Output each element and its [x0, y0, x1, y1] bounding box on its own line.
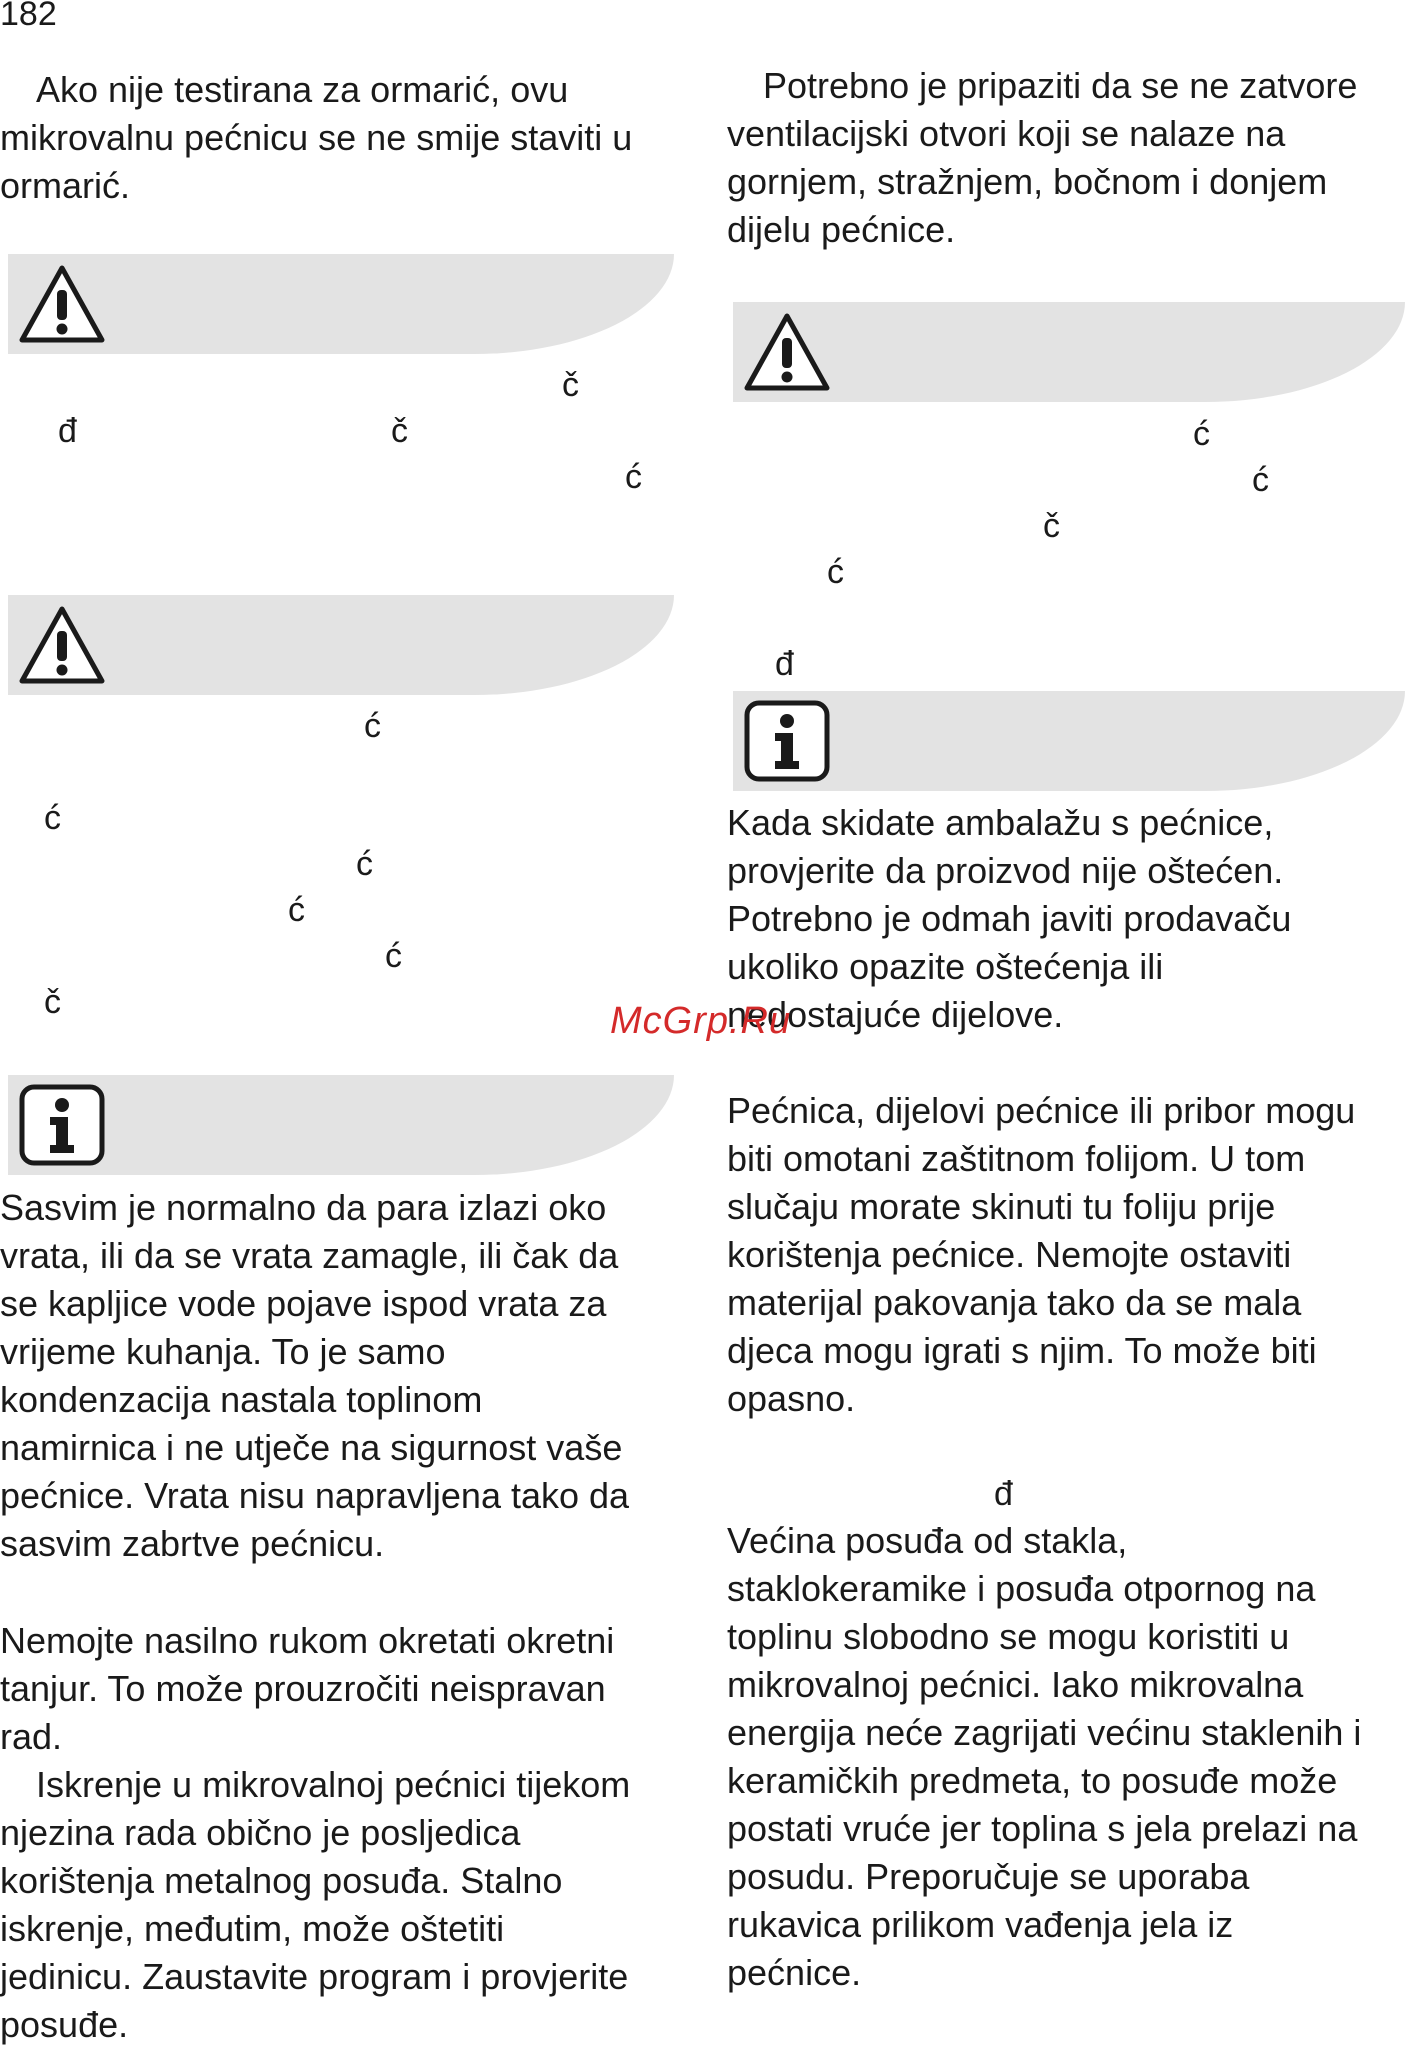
glyph: č	[1043, 507, 1060, 545]
watermark: McGrp.Ru	[610, 1000, 792, 1042]
warning-banner-2	[8, 595, 674, 695]
left-info-paragraph: Sasvim je normalno da para izlazi oko vrata, ili da se vrata zamagle, ili čak da se kapljice vode pojave ispod vrata za vrijeme kuhanja. To je samo kondenzacija nastala toplinom namirnica i ne utječe na sigurnost vaše pećnice. Vrata nisu napravljena tako da sasvim zabrtve pećnicu.	[0, 1187, 630, 1564]
right-info-paragraph: Kada skidate ambalažu s pećnice, provjerite da proizvod nije oštećen. Potrebno je odmah javiti prodavaču ukoliko opazite oštećenja ili nedostajuće dijelove.	[727, 802, 1292, 1035]
left-intro-paragraph: Ako nije testirana za ormarić, ovu mikrovalnu pećnicu se ne smije staviti u ormarić.	[0, 69, 633, 206]
glyph: č	[44, 983, 61, 1021]
warning-banner-3	[733, 302, 1405, 402]
info-icon	[741, 699, 833, 783]
glyph: ć	[44, 799, 61, 837]
glyph: đ	[58, 412, 77, 450]
right-dishes-paragraph: Većina posuđa od stakla, staklokeramike i posuđa otpornog na toplinu slobodno se mogu koristiti u mikrovalnoj pećnici. Iako mikrovalna energija neće zagrijati većinu staklenih i keramičkih predmeta, to posuđe može postati vruće jer toplina s jela prelazi na posudu. Preporučuje se uporaba rukavica prilikom vađenja jela iz pećnice.	[727, 1520, 1362, 1993]
info-icon	[16, 1083, 108, 1167]
glyph: ć	[356, 845, 373, 883]
warning-triangle-icon	[741, 310, 833, 394]
right-intro-paragraph: Potrebno je pripaziti da se ne zatvore ventilacijski otvori koji se nalaze na gornjem, stražnjem, bočnom i donjem dijelu pećnice.	[727, 65, 1358, 250]
glyph: đ	[775, 645, 794, 683]
glyph: ć	[827, 553, 844, 591]
left-sparks-paragraph: Iskrenje u mikrovalnoj pećnici tijekom njezina rada obično je posljedica korištenja metalnog posuđa. Stalno iskrenje, međutim, može oštetiti jedinicu. Zaustavite program i provjerite posuđe.	[0, 1764, 631, 2045]
left-turntable-paragraph: Nemojte nasilno rukom okretati okretni tanjur. To može prouzročiti neispravan rad.	[0, 1620, 615, 1757]
info-banner-right	[733, 691, 1405, 791]
warning-triangle-icon	[16, 603, 108, 687]
glyph: č	[391, 412, 408, 450]
glyph: ć	[1193, 415, 1210, 453]
info-banner-left	[8, 1075, 674, 1175]
right-foil-paragraph: Pećnica, dijelovi pećnice ili pribor mogu biti omotani zaštitnom folijom. U tom slučaju morate skinuti tu foliju prije korištenja pećnice. Nemojte ostaviti materijal pakovanja tako da se mala djeca mogu igrati s njim. To može biti opasno.	[727, 1090, 1356, 1419]
section-heading-glyph: đ	[994, 1475, 1013, 1513]
glyph: č	[562, 366, 579, 404]
warning-banner-1	[8, 254, 674, 354]
glyph: ć	[364, 707, 381, 745]
glyph: ć	[1252, 461, 1269, 499]
glyph: ć	[625, 458, 642, 496]
glyph: ć	[385, 937, 402, 975]
warning-triangle-icon	[16, 262, 108, 346]
page-number: 182	[0, 0, 57, 33]
glyph: ć	[288, 891, 305, 929]
